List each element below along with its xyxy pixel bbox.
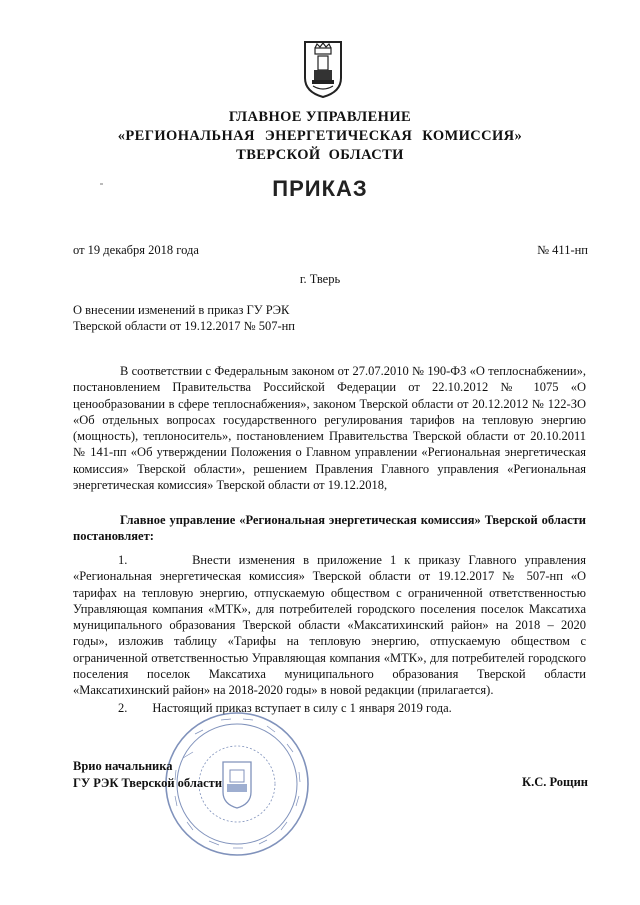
signatory-position (73, 758, 222, 792)
document-subject (73, 303, 295, 334)
item-1-paragraph: 1. Внести изменения в приложение 1 к приказу Главного управления «Региональная энергетическая комиссия» Тверской области от 19.12.2017 № 507-нп «О тарифах на тепловую энергию, отпускаемую обществом с ограниченной ответственностью Управляющая компания «МТК», для потребителей городского поселения поселок Максатиха муниципального образования Тверской области «Максатихинский район» на 2018 – 2020 годы», изложив таблицу «Тарифы на тепловую энергию, отпускаемую обществом с ограниченной ответственностью Управляющая компания «МТК», для потребителей городского поселения поселок Максатиха муниципального образования Тверской области «Максатихинский район» на 2018-2020 годы» в новой редакции (прилагается). (73, 553, 586, 698)
coat-of-arms-emblem (303, 40, 343, 98)
document-title: ПРИКАЗ (272, 176, 368, 201)
header-line-1: ГЛАВНОЕ УПРАВЛЕНИЕ (228, 109, 412, 125)
document-number: № 411-нп (537, 243, 588, 257)
preamble-paragraph: В соответствии с Федеральным законом от 27.07.2010 № 190-ФЗ «О теплоснабжении», постановлением Правительства Российской Федерации от 22.10.2012 № 1075 «О ценообразовании в сфере теплоснабжения», законом Тверской области от 20.12.2012 № 122-ЗО «Об отдельных вопросах государственного регулирования тарифов на тепловую энергию (мощность), теплоноситель», постановлением Правительства Тверской области от 20.10.2011 № 141-пп «Об утверждении Положения о Главном управлении «Региональная энергетическая комиссия» Тверской области», решением Правления Главного управления «Региональная энергетическая комиссия» Тверской области от 19.12.2018, (73, 364, 586, 493)
resolution-paragraph: Главное управление «Региональная энергетическая комиссия» Тверской области постановляет: (73, 513, 586, 544)
document-city: г. Тверь (299, 272, 341, 286)
subject-line-2: Тверской области от 19.12.2017 № 507-нп (73, 318, 295, 333)
header-line-2: «РЕГИОНАЛЬНАЯ ЭНЕРГЕТИЧЕСКАЯ КОМИССИЯ» (117, 128, 523, 144)
item-2-paragraph: 2. Настоящий приказ вступает в силу с 1 января 2019 года. (118, 701, 452, 715)
document-date: от 19 декабря 2018 года (73, 243, 199, 257)
header-line-3: ТВЕРСКОЙ ОБЛАСТИ (236, 147, 404, 163)
subject-line-1: О внесении изменений в приказ ГУ РЭК (73, 303, 290, 317)
signatory-name: К.С. Рощин (522, 775, 588, 789)
signatory-position-line-2: ГУ РЭК Тверской области (73, 776, 223, 790)
signatory-position-line-1: Врио начальника (73, 759, 173, 773)
